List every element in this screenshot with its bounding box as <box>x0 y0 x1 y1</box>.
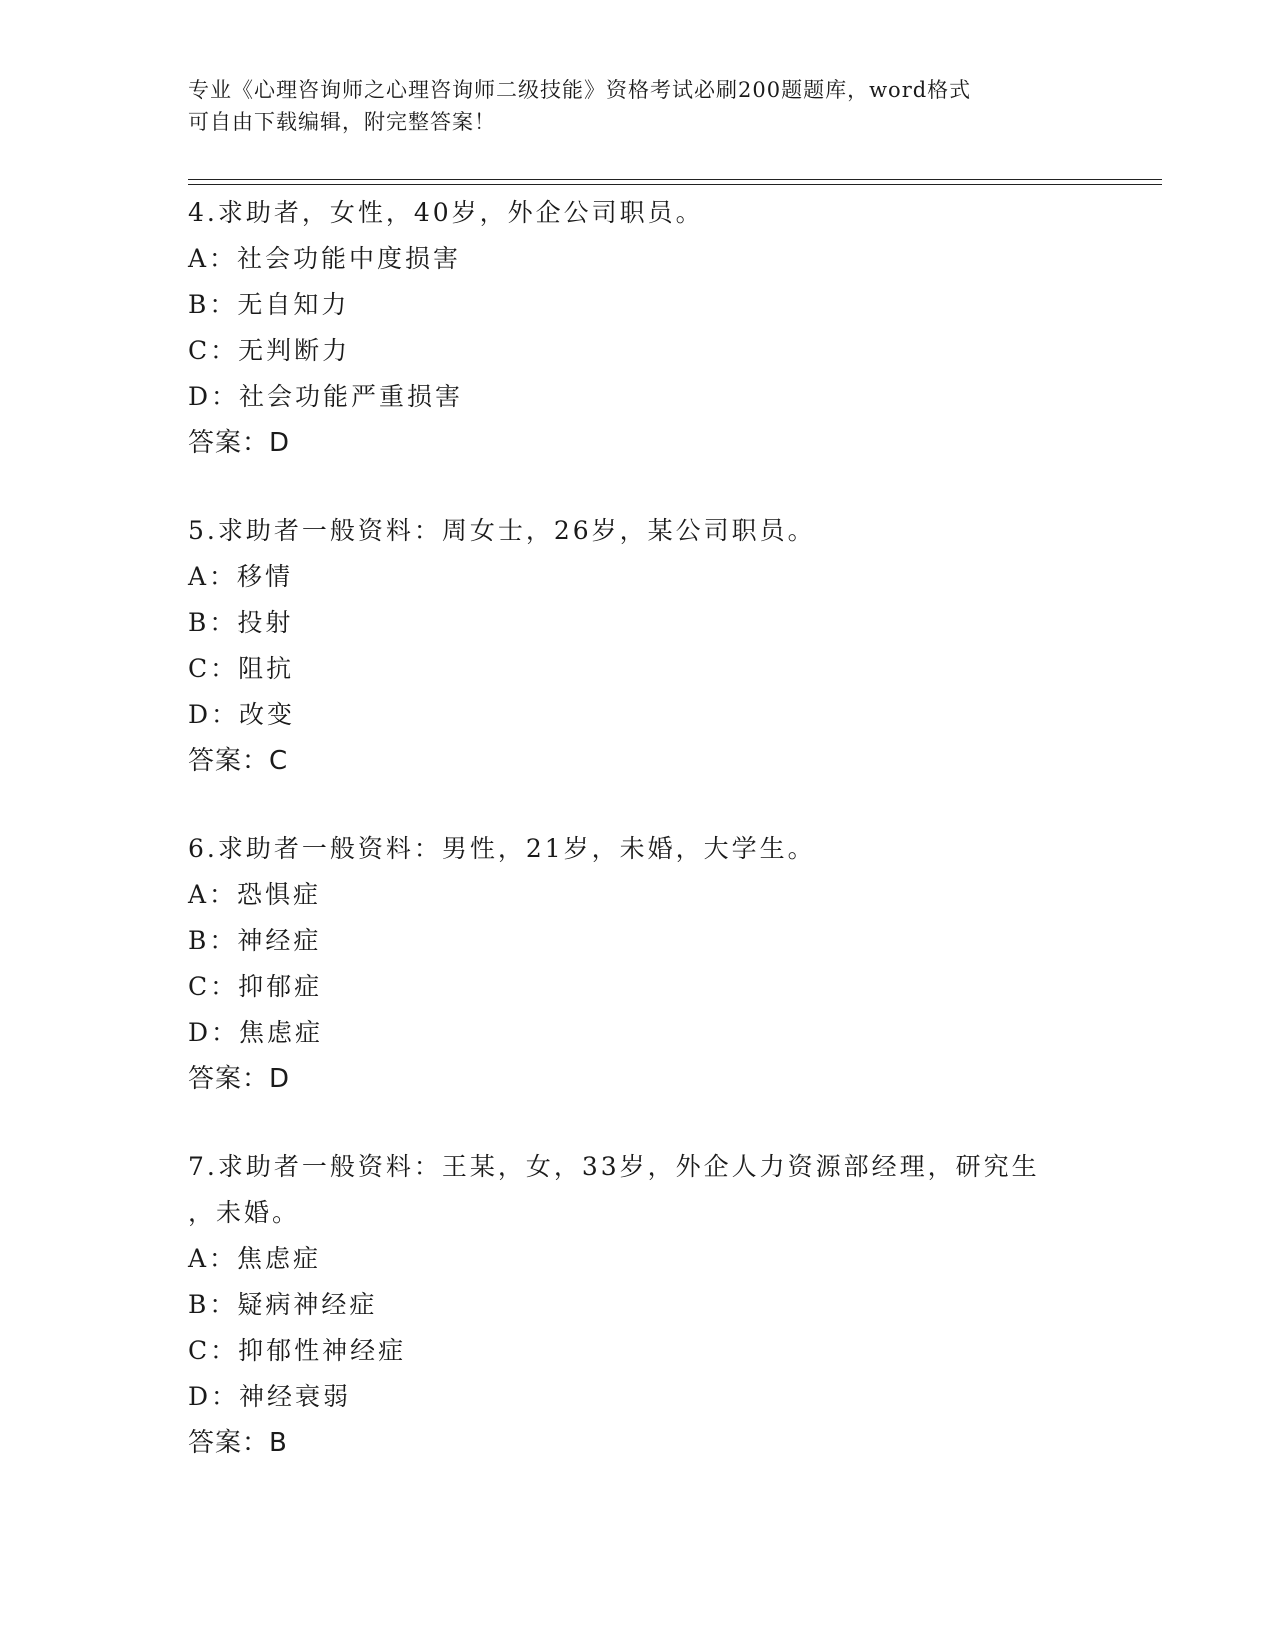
header-divider-top <box>188 179 1162 180</box>
question-stem: 4.求助者，女性，40岁，外企公司职员。 <box>188 198 704 227</box>
option-c: C：无判断力 <box>188 336 351 365</box>
question-list <box>188 190 1088 1508</box>
option-a: A：移情 <box>188 562 294 591</box>
answer: 答案：D <box>188 1064 291 1094</box>
option-d: D：改变 <box>188 700 296 729</box>
option-c: C：抑郁性神经症 <box>188 1336 407 1365</box>
answer: 答案：B <box>188 1428 288 1458</box>
question-stem: 5.求助者一般资料：周女士，26岁，某公司职员。 <box>188 516 816 545</box>
option-d: D：社会功能严重损害 <box>188 382 464 411</box>
option-a: A：社会功能中度损害 <box>188 244 462 273</box>
option-b: B：投射 <box>188 608 294 637</box>
header-divider-bottom <box>188 184 1162 185</box>
option-b: B：神经症 <box>188 926 322 955</box>
answer: 答案：C <box>188 746 289 776</box>
option-a: A：焦虑症 <box>188 1244 322 1273</box>
question-stem: 6.求助者一般资料：男性，21岁，未婚，大学生。 <box>188 834 816 863</box>
option-d: D：焦虑症 <box>188 1018 324 1047</box>
option-b: B：无自知力 <box>188 290 350 319</box>
question-7 <box>188 1144 1088 1466</box>
header-line-2: 可自由下载编辑，附完整答案！ <box>188 110 496 134</box>
option-a: A：恐惧症 <box>188 880 322 909</box>
question-4 <box>188 190 1088 466</box>
answer: 答案：D <box>188 428 291 458</box>
option-d: D：神经衰弱 <box>188 1382 352 1411</box>
question-stem-continuation: ，未婚。 <box>188 1198 301 1227</box>
question-5 <box>188 508 1088 784</box>
header-line-1: 专业《心理咨询师之心理咨询师二级技能》资格考试必刷200题题库，word格式 <box>188 78 972 102</box>
document-header <box>188 74 1068 138</box>
option-c: C：阻抗 <box>188 654 295 683</box>
option-c: C：抑郁症 <box>188 972 323 1001</box>
option-b: B：疑病神经症 <box>188 1290 378 1319</box>
question-stem: 7.求助者一般资料：王某，女，33岁，外企人力资源部经理，研究生 <box>188 1152 1040 1181</box>
question-6 <box>188 826 1088 1102</box>
